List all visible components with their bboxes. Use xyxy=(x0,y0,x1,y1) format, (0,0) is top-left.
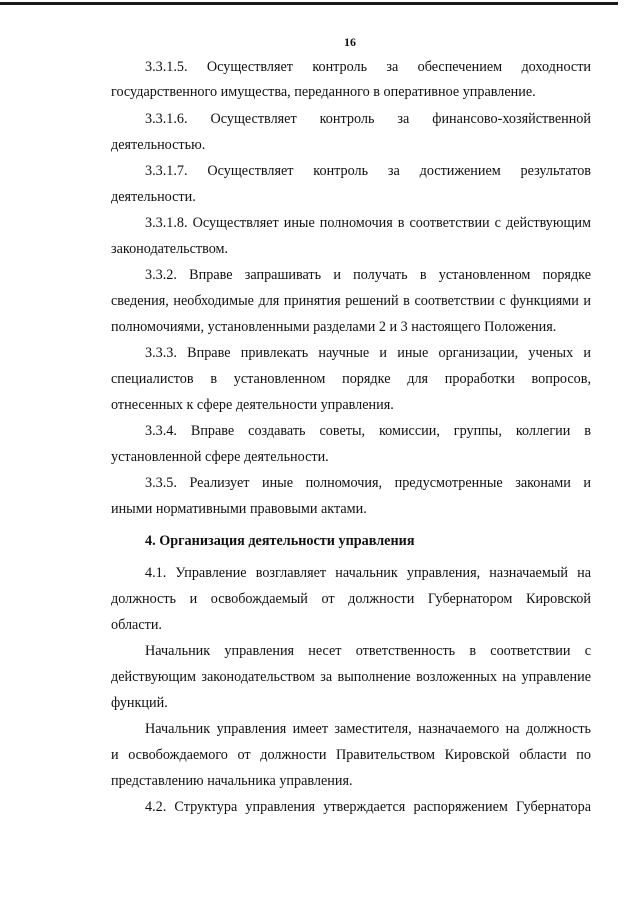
text-line: представлению начальника управления. xyxy=(111,773,353,789)
text-line: 3.3.3. Вправе привлекать научные и иные организации, ученых и xyxy=(145,345,591,361)
text-line: 3.3.1.5. Осуществляет контроль за обеспечением доходности xyxy=(145,59,591,75)
text-line: деятельности. xyxy=(111,189,196,205)
text-line: специалистов в установленном порядке для проработки вопросов, xyxy=(111,371,591,387)
text-line: 3.3.2. Вправе запрашивать и получать в установленном порядке xyxy=(145,267,591,283)
text-line: 3.3.1.6. Осуществляет контроль за финансово-хозяйственной xyxy=(145,111,591,127)
text-line: полномочиями, установленными разделами 2 и 3 настоящего Положения. xyxy=(111,319,557,335)
text-line: 3.3.1.7. Осуществляет контроль за достижением результатов xyxy=(145,163,591,179)
text-line: иными нормативными правовыми актами. xyxy=(111,501,367,517)
text-line: государственного имущества, переданного в оперативное управление. xyxy=(111,84,536,100)
text-line: 3.3.1.8. Осуществляет иные полномочия в соответствии с действующим xyxy=(145,215,591,231)
text-line: 4.1. Управление возглавляет начальник управления, назначаемый на xyxy=(145,565,591,581)
text-line: должность и освобождаемый от должности Губернатором Кировской xyxy=(111,591,591,607)
text-line: Начальник управления имеет заместителя, назначаемого на должность xyxy=(145,721,591,737)
text-line: 3.3.4. Вправе создавать советы, комиссии, группы, коллегии в xyxy=(145,423,591,439)
text-line: функций. xyxy=(111,695,168,711)
text-line: отнесенных к сфере деятельности управления. xyxy=(111,397,394,413)
text-line: 3.3.5. Реализует иные полномочия, предусмотренные законами и xyxy=(145,475,591,491)
text-line: 4.2. Структура управления утверждается распоряжением Губернатора xyxy=(145,799,591,815)
text-line: Начальник управления несет ответственность в соответствии с xyxy=(145,643,591,659)
text-line: действующим законодательством за выполнение возложенных на управление xyxy=(111,669,591,685)
page-number: 16 xyxy=(344,35,356,49)
text-line: сведения, необходимые для принятия решений в соответствии с функциями и xyxy=(111,293,591,309)
scan-top-border xyxy=(0,2,618,5)
text-line: законодательством. xyxy=(111,241,229,257)
section-heading: 4. Организация деятельности управления xyxy=(145,533,415,549)
text-line: и освобождаемого от должности Правительством Кировской области по xyxy=(111,747,591,763)
text-line: установленной сфере деятельности. xyxy=(111,449,329,465)
text-line: деятельностью. xyxy=(111,137,206,153)
text-line: области. xyxy=(111,617,162,633)
